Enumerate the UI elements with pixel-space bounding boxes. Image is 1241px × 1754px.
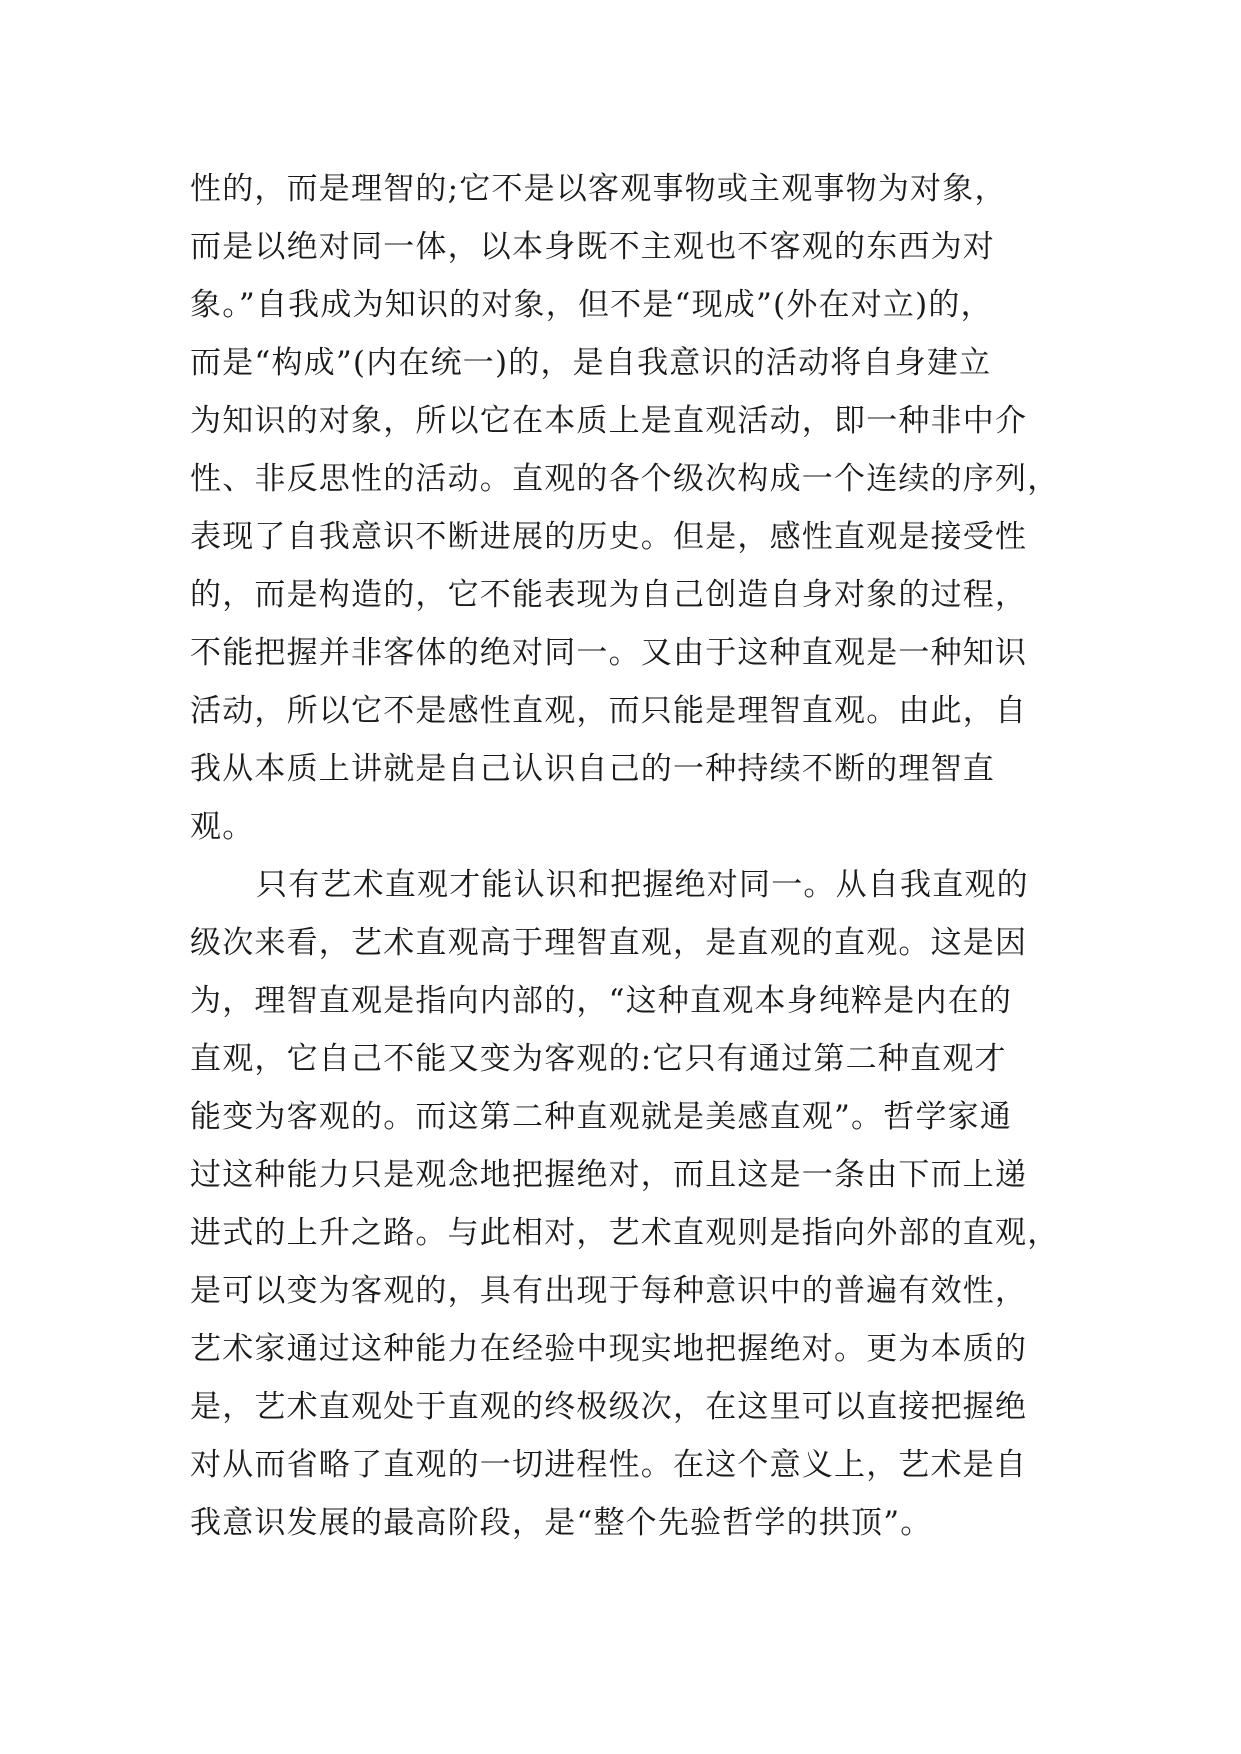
text-line: 表现了自我意识不断进展的历史。但是，感性直观是接受性 [190, 519, 1028, 555]
text-line: 对从而省略了直观的一切进程性。在这个意义上，艺术是自 [190, 1447, 1028, 1483]
text-line: 只有艺术直观才能认识和把握绝对同一。从自我直观的 [256, 867, 1029, 903]
text-line: 而是以绝对同一体，以本身既不主观也不客观的东西为对 [190, 229, 995, 265]
text-line: 观。 [190, 809, 255, 845]
text-line: 我从本质上讲就是自己认识自己的一种持续不断的理智直 [190, 751, 995, 787]
text-line: 我意识发展的最高阶段，是“整个先验哲学的拱顶”。 [190, 1505, 933, 1541]
text-line: 是，艺术直观处于直观的终极级次，在这里可以直接把握绝 [190, 1389, 1028, 1425]
text-line: 不能把握并非客体的绝对同一。又由于这种直观是一种知识 [190, 635, 1028, 671]
text-line: 能变为客观的。而这第二种直观就是美感直观”。哲学家通 [190, 1099, 1013, 1135]
text-line: 艺术家通过这种能力在经验中现实地把握绝对。更为本质的 [190, 1331, 1028, 1367]
text-line: 而是“构成”(内在统一)的，是自我意识的活动将自身建立 [190, 345, 992, 381]
text-line: 性的，而是理智的;它不是以客观事物或主观事物为对象， [190, 171, 1007, 207]
text-line: 过这种能力只是观念地把握绝对，而且这是一条由下而上递 [190, 1157, 1028, 1193]
text-line: 是可以变为客观的，具有出现于每种意识中的普遍有效性， [190, 1273, 1028, 1309]
text-line: 活动，所以它不是感性直观，而只能是理智直观。由此，自 [190, 693, 1028, 729]
text-line: 直观，它自己不能又变为客观的:它只有通过第二种直观才 [190, 1041, 1007, 1077]
body-text [190, 160, 1070, 1552]
text-line: 为知识的对象，所以它在本质上是直观活动，即一种非中介 [190, 403, 1028, 439]
paragraph-1 [190, 160, 1070, 856]
text-line: 象。”自我成为知识的对象，但不是“现成”(外在对立)的， [190, 287, 993, 323]
text-line: 为，理智直观是指向内部的，“这种直观本身纯粹是内在的 [190, 983, 1013, 1019]
text-line: 性、非反思性的活动。直观的各个级次构成一个连续的序列， [190, 461, 1060, 497]
text-line: 进式的上升之路。与此相对，艺术直观则是指向外部的直观， [190, 1215, 1060, 1251]
paragraph-2 [190, 856, 1070, 1552]
text-line: 级次来看，艺术直观高于理智直观，是直观的直观。这是因 [190, 925, 1028, 961]
text-line: 的，而是构造的，它不能表现为自己创造自身对象的过程， [190, 577, 1028, 613]
